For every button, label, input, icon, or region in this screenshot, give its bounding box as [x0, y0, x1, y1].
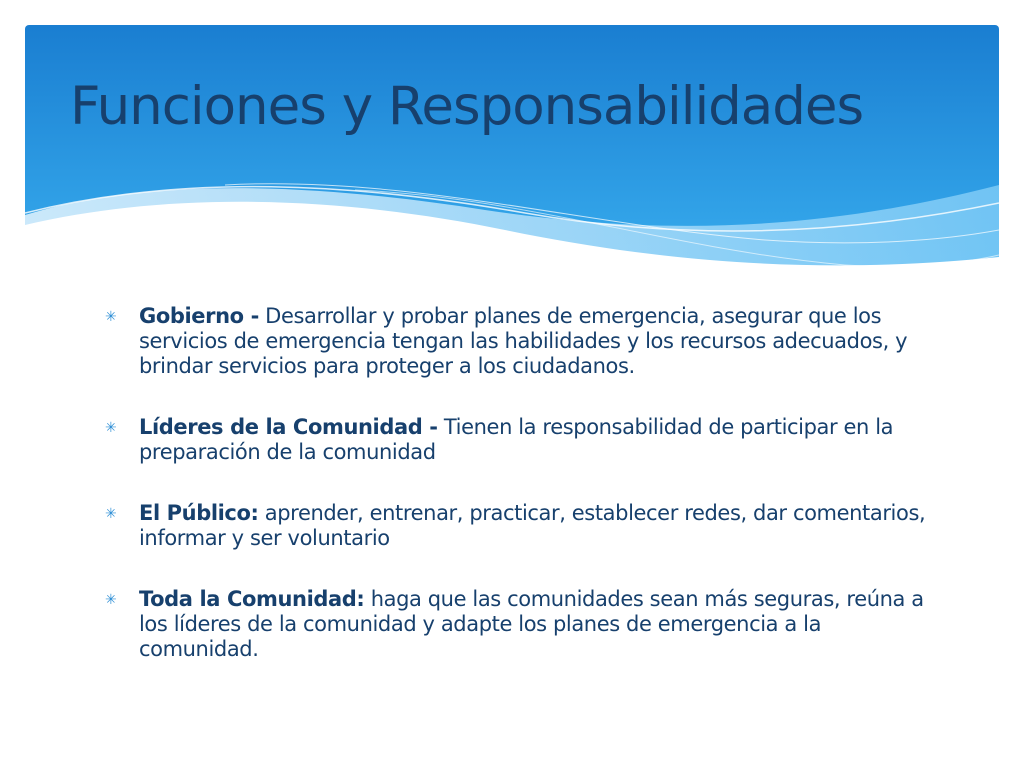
- bullet-item-lideres: [105, 415, 935, 465]
- slide-title: Funciones y Responsabilidades: [70, 76, 864, 137]
- bullet-item-publico: [105, 501, 935, 551]
- bullet-term: Toda la Comunidad:: [139, 587, 365, 611]
- asterisk-bullet-icon: ✳: [105, 420, 117, 436]
- bullet-text: Desarrollar y probar planes de emergencia, asegurar que los servicios de emergencia tengan las habilidades y los recursos adecuados, y brindar servicios para proteger a los ciudadanos.: [139, 304, 908, 378]
- wave-background: [25, 25, 999, 290]
- bullet-term: Gobierno -: [139, 304, 259, 328]
- bullet-item-gobierno: [105, 304, 935, 379]
- bullet-text: haga que las comunidades sean más seguras, reúna a los líderes de la comunidad y adapte los planes de emergencia a la comunidad.: [139, 587, 924, 661]
- header-banner: [25, 25, 999, 290]
- bullet-text: Tienen la responsabilidad de participar en la preparación de la comunidad: [139, 415, 894, 464]
- asterisk-bullet-icon: ✳: [105, 592, 117, 608]
- asterisk-bullet-icon: ✳: [105, 506, 117, 522]
- bullet-term: Líderes de la Comunidad -: [139, 415, 438, 439]
- bullet-item-toda-comunidad: [105, 587, 935, 662]
- asterisk-bullet-icon: ✳: [105, 309, 117, 325]
- bullet-list: [105, 304, 935, 698]
- bullet-text: aprender, entrenar, practicar, establecer redes, dar comentarios, informar y ser voluntario: [139, 501, 926, 550]
- bullet-term: El Público:: [139, 501, 259, 525]
